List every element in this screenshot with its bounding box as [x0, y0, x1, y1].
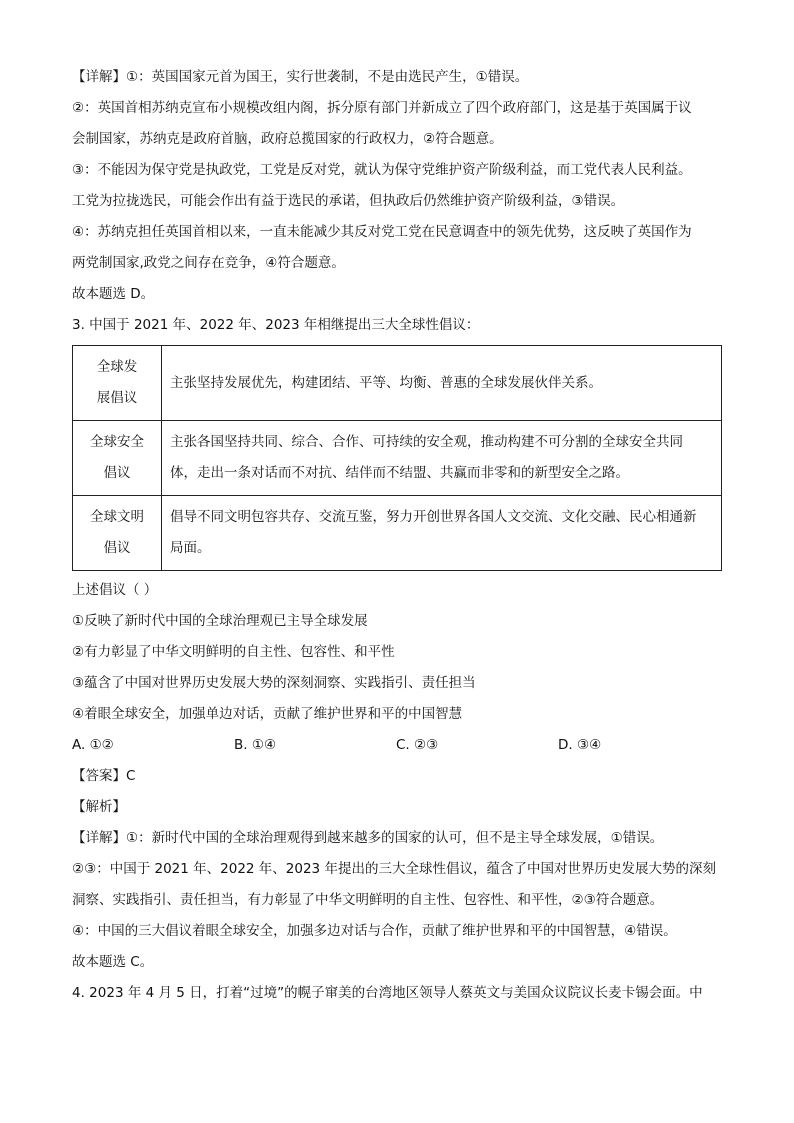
option-b: B. ①④ [234, 737, 277, 753]
statement-item: ③蕴含了中国对世界历史发展大势的深刻洞察、实践指引、责任担当 [72, 675, 476, 691]
answer-options [72, 730, 724, 761]
option-a: A. ①② [72, 737, 114, 753]
analysis-line: ③：不能因为保守党是执政党，工党是反对党，就认为保守党维护资产阶级利益，而工党代表人民利益。 [72, 162, 692, 178]
initiatives-table [72, 345, 722, 571]
analysis-line: ②③：中国于 2021 年、2022 年、2023 年提出的三大全球性倡议，蕴含了中国对世界历史发展大势的深刻 [72, 861, 716, 877]
table-row [73, 346, 722, 421]
option-c: C. ②③ [396, 737, 439, 753]
question-4 [72, 978, 724, 1009]
question-stem: 3. 中国于 2021 年、2022 年、2023 年相继提出三大全球性倡议： [72, 317, 480, 333]
initiative-description: 主张坚持发展优先，构建团结、平等、均衡、普惠的全球发展伙伴关系。 [162, 346, 722, 421]
table-row [73, 496, 722, 571]
question-prompt: 上述倡议（ ） [72, 582, 158, 598]
initiative-name: 全球安全 倡议 [73, 421, 162, 496]
analysis-conclusion: 故本题选 C。 [72, 954, 154, 970]
option-d: D. ③④ [558, 737, 602, 753]
question-3 [72, 310, 724, 978]
analysis-line: 工党为拉拢选民，可能会作出有益于选民的承诺，但执政后仍然维护资产阶级利益，③错误。 [72, 193, 625, 209]
analysis-line: 会制国家，苏纳克是政府首脑，政府总揽国家的行政权力，②符合题意。 [72, 131, 503, 147]
analysis-line: 【详解】①：新时代中国的全球治理观得到越来越多的国家的认可，但不是主导全球发展，①错误。 [72, 830, 664, 846]
statement-item: ①反映了新时代中国的全球治理观已主导全球发展 [72, 613, 368, 629]
initiative-description: 倡导不同文明包容共存、交流互鉴，努力开创世界各国人文交流、文化交融、民心相通新 局面。 [162, 496, 722, 571]
answer-line: 【答案】C [72, 768, 136, 784]
analysis-line: 【详解】①：英国国家元首为国王，实行世袭制，不是由选民产生，①错误。 [72, 69, 529, 85]
analysis-heading: 【解析】 [72, 799, 126, 815]
question-stem: 4. 2023 年 4 月 5 日，打着“过境”的幌子窜美的台湾地区领导人蔡英文与美国众议院议长麦卡锡会面。中 [72, 985, 703, 1001]
initiative-name: 全球文明 倡议 [73, 496, 162, 571]
statement-item: ④着眼全球安全，加强单边对话，贡献了维护世界和平的中国智慧 [72, 706, 463, 722]
analysis-line: ④：苏纳克担任英国首相以来，一直未能减少其反对党工党在民意调查中的领先优势，这反映了英国作为 [72, 224, 692, 240]
analysis-line: 两党制国家,政党之间存在竞争，④符合题意。 [72, 255, 345, 271]
table-row [73, 421, 722, 496]
analysis-line: ④：中国的三大倡议着眼全球安全，加强多边对话与合作，贡献了维护世界和平的中国智慧，④错误。 [72, 923, 677, 939]
analysis-line: 洞察、实践指引、责任担当，有力彰显了中华文明鲜明的自主性、包容性、和平性，②③符合题意。 [72, 892, 664, 908]
statement-item: ②有力彰显了中华文明鲜明的自主性、包容性、和平性 [72, 644, 395, 660]
document-page [72, 62, 724, 1009]
analysis-conclusion: 故本题选 D。 [72, 286, 155, 302]
analysis-line: ②：英国首相苏纳克宣布小规模改组内阁，拆分原有部门并新成立了四个政府部门，这是基于英国属于议 [72, 100, 692, 116]
previous-question-analysis [72, 62, 724, 310]
initiative-description: 主张各国坚持共同、综合、合作、可持续的安全观，推动构建不可分割的全球安全共同 体，走出一条对话而不对抗、结伴而不结盟、共赢而非零和的新型安全之路。 [162, 421, 722, 496]
initiative-name: 全球发 展倡议 [73, 346, 162, 421]
